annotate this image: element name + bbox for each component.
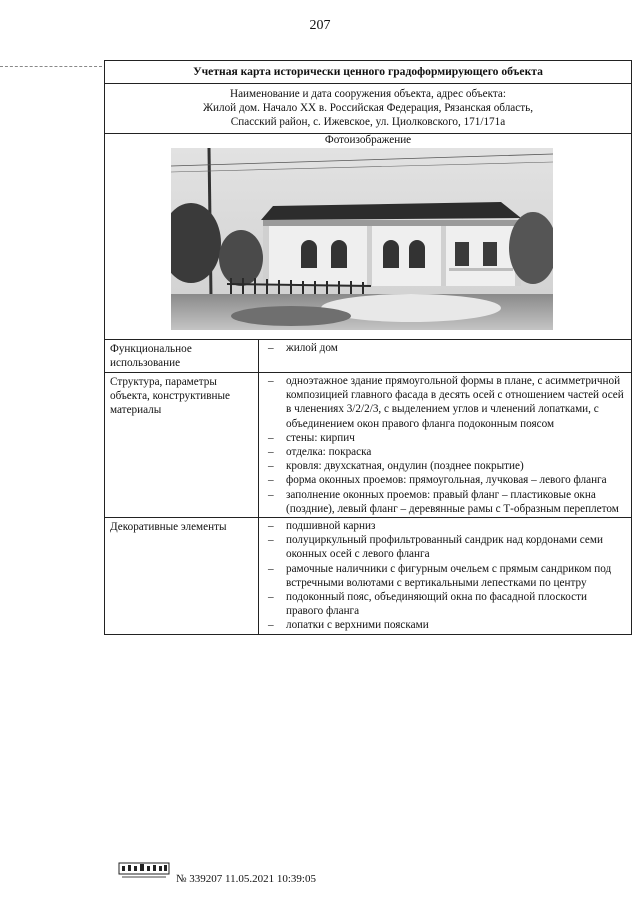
row-label-structure: Структура, параметры объекта, конструктивные материалы [105, 373, 259, 518]
list-item: – отделка: покраска [264, 445, 627, 459]
row-value-structure [259, 373, 632, 518]
list-item: – форма оконных проемов: прямоугольная, лучковая – левого фланга [264, 473, 627, 487]
stamp-logo-icon [118, 860, 170, 880]
list-item: – рамочные наличники с фигурным очельем с прямым сандриком под встречными волютами с вертикальными лепестками по центру [264, 562, 627, 590]
row-label-decor: Декоративные элементы [105, 518, 259, 635]
list-item: – подшивной карниз [264, 519, 627, 533]
scan-edge-mark [0, 66, 102, 68]
document-id: № 339207 11.05.2021 10:39:05 [176, 873, 316, 885]
registration-card-table [104, 60, 632, 635]
list-item: – лопатки с верхними поясками [264, 618, 627, 632]
list-item: – жилой дом [264, 341, 627, 355]
photo-cell [105, 133, 632, 339]
building-photo-image [171, 148, 553, 330]
list-item: – подоконный пояс, объединяющий окна по фасадной плоскости правого фланга [264, 590, 627, 618]
object-address-line-2: Спасский район, с. Ижевское, ул. Циолковского, 171/171а [230, 116, 506, 129]
list-item: – стены: кирпич [264, 431, 627, 445]
object-name-heading: Наименование и дата сооружения объекта, адрес объекта: [230, 88, 506, 100]
list-item: – кровля: двухскатная, ондулин (позднее покрытие) [264, 459, 627, 473]
row-value-function [259, 339, 632, 372]
row-label-function: Функциональное использование [105, 339, 259, 372]
photo-label: Фотоизображение [324, 133, 412, 146]
card-title: Учетная карта исторически ценного градоформирующего объекта [105, 61, 632, 84]
list-item: – заполнение оконных проемов: правый фланг – пластиковые окна (поздние), левый фланг – деревянные рамы с Т-образным переплетом [264, 488, 627, 516]
object-name-line-1: Жилой дом. Начало XX в. Российская Федерация, Рязанская область, [202, 102, 534, 115]
list-item: – одноэтажное здание прямоугольной формы в плане, с асимметричной композицией главного фасада в десять осей с отношением частей осей в членениях 3/2/2/3, с выделением углов и членений лопатками, с объединением окон правого фланга подоконным поясом [264, 374, 627, 431]
object-name-cell [105, 84, 632, 134]
page-number: 207 [309, 18, 331, 33]
row-value-decor [259, 518, 632, 635]
list-item: – полуциркульный профильтрованный сандрик над кордонами семи оконных осей с левого фланга [264, 533, 627, 561]
building-photo [171, 148, 553, 330]
